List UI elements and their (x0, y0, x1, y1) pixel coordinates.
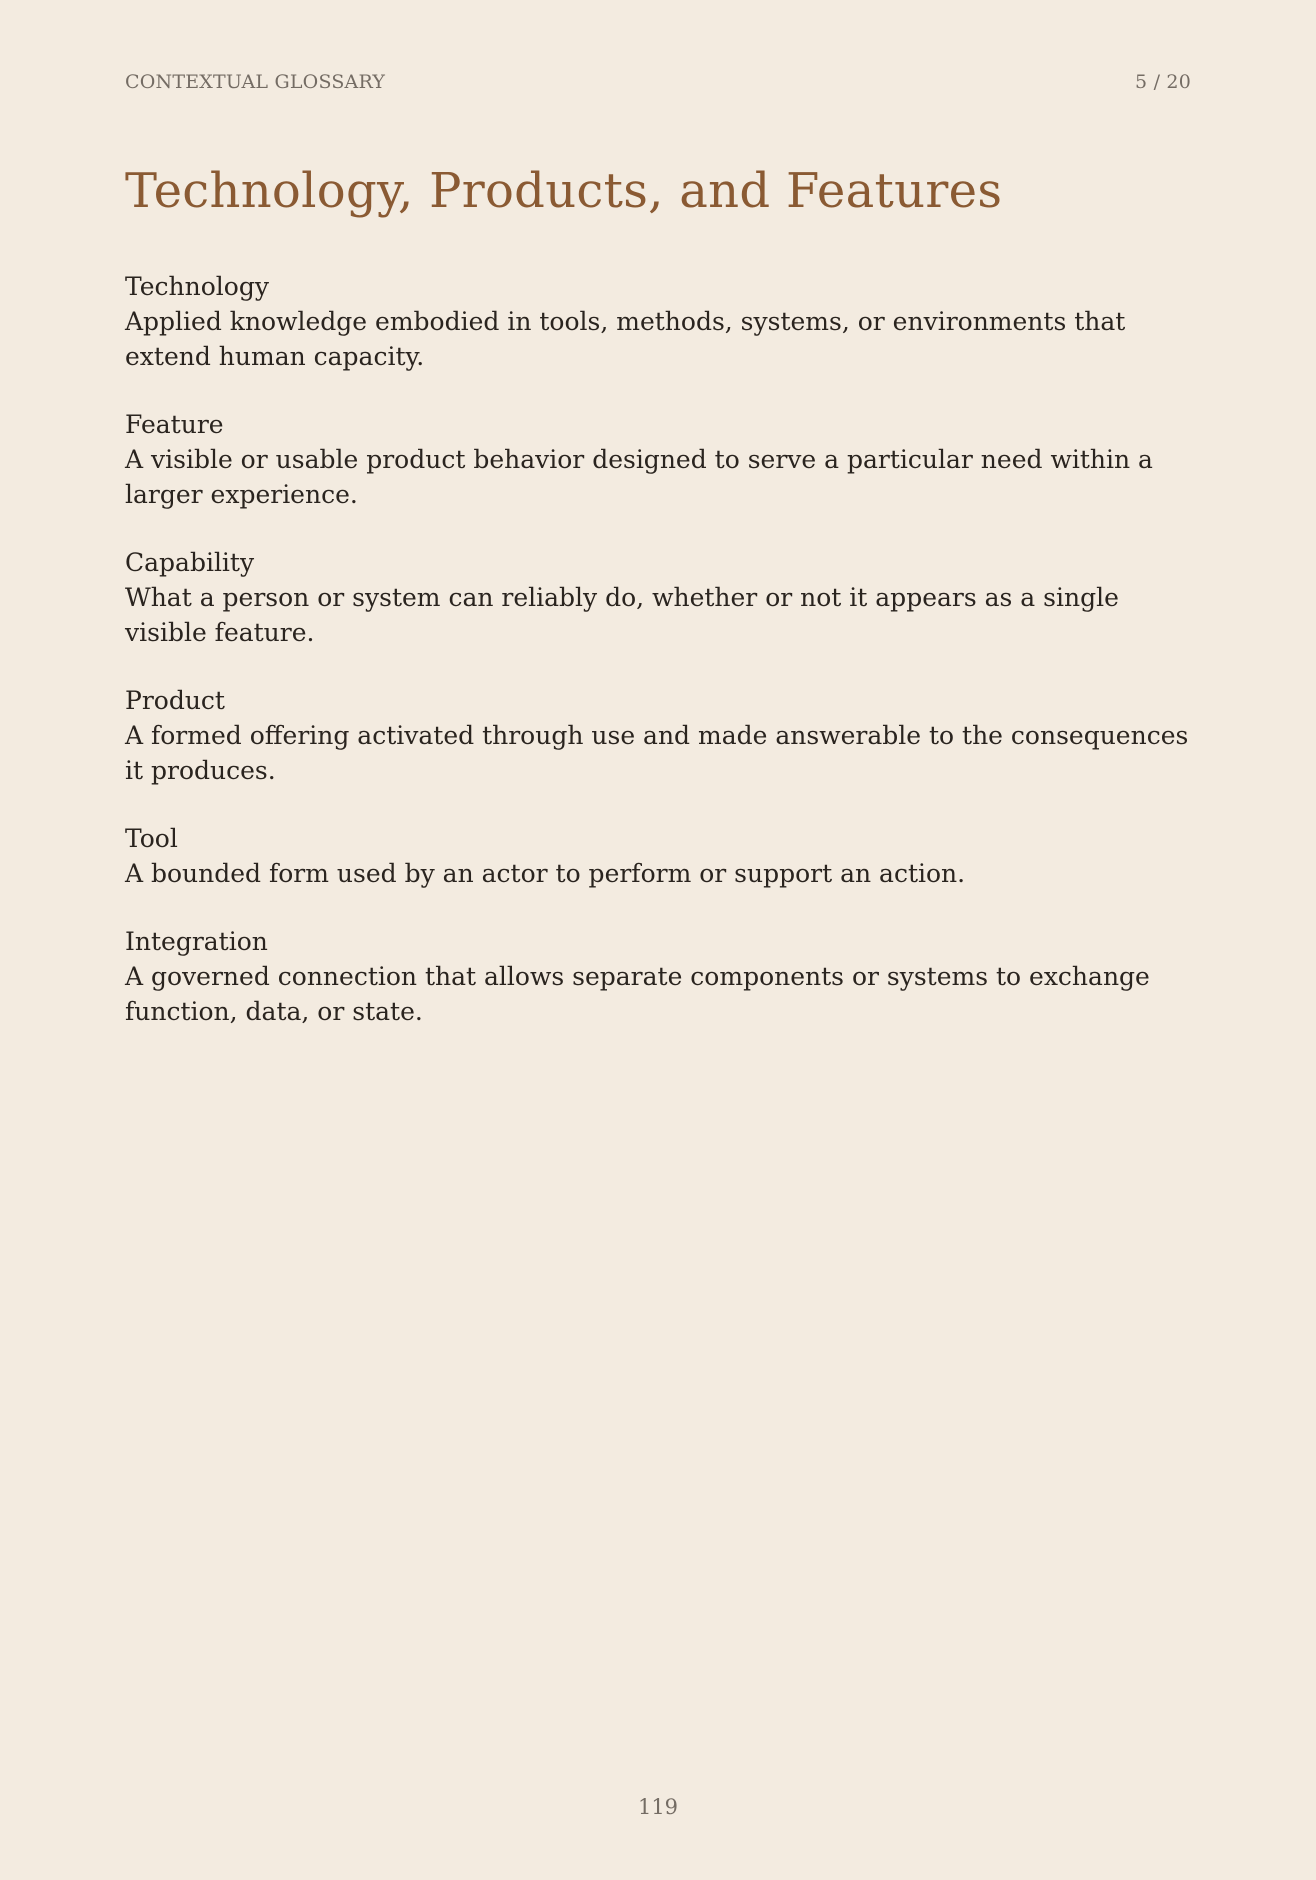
glossary-entry (125, 924, 1191, 1029)
glossary-term: Integration (125, 927, 268, 956)
running-header (125, 70, 1191, 94)
glossary-entry (125, 269, 1191, 374)
glossary-definition: A governed connection that allows separate components or systems to exchange function, data, or state. (125, 962, 1150, 1026)
page-title: Technology, Products, and Features (125, 163, 1003, 219)
page-progress: 5 / 20 (1135, 71, 1191, 93)
section-label: CONTEXTUAL GLOSSARY (125, 71, 386, 93)
page-number: 119 (637, 1795, 679, 1819)
glossary-definition: A bounded form used by an actor to perform or support an action. (125, 859, 966, 888)
glossary-entries (125, 269, 1191, 1062)
glossary-entry (125, 545, 1191, 650)
glossary-entry (125, 821, 1191, 891)
glossary-term: Tool (125, 824, 178, 853)
glossary-term: Feature (125, 410, 224, 439)
glossary-entry (125, 683, 1191, 788)
glossary-term: Capability (125, 548, 255, 577)
glossary-term: Product (125, 686, 225, 715)
glossary-definition: What a person or system can reliably do, whether or not it appears as a single visible feature. (125, 583, 1119, 647)
glossary-entry (125, 407, 1191, 512)
glossary-definition: Applied knowledge embodied in tools, methods, systems, or environments that extend human capacity. (125, 307, 1126, 371)
glossary-definition: A visible or usable product behavior designed to serve a particular need within a larger experience. (125, 445, 1153, 509)
glossary-definition: A formed offering activated through use and made answerable to the consequences it produces. (125, 721, 1189, 785)
glossary-term: Technology (125, 272, 269, 301)
